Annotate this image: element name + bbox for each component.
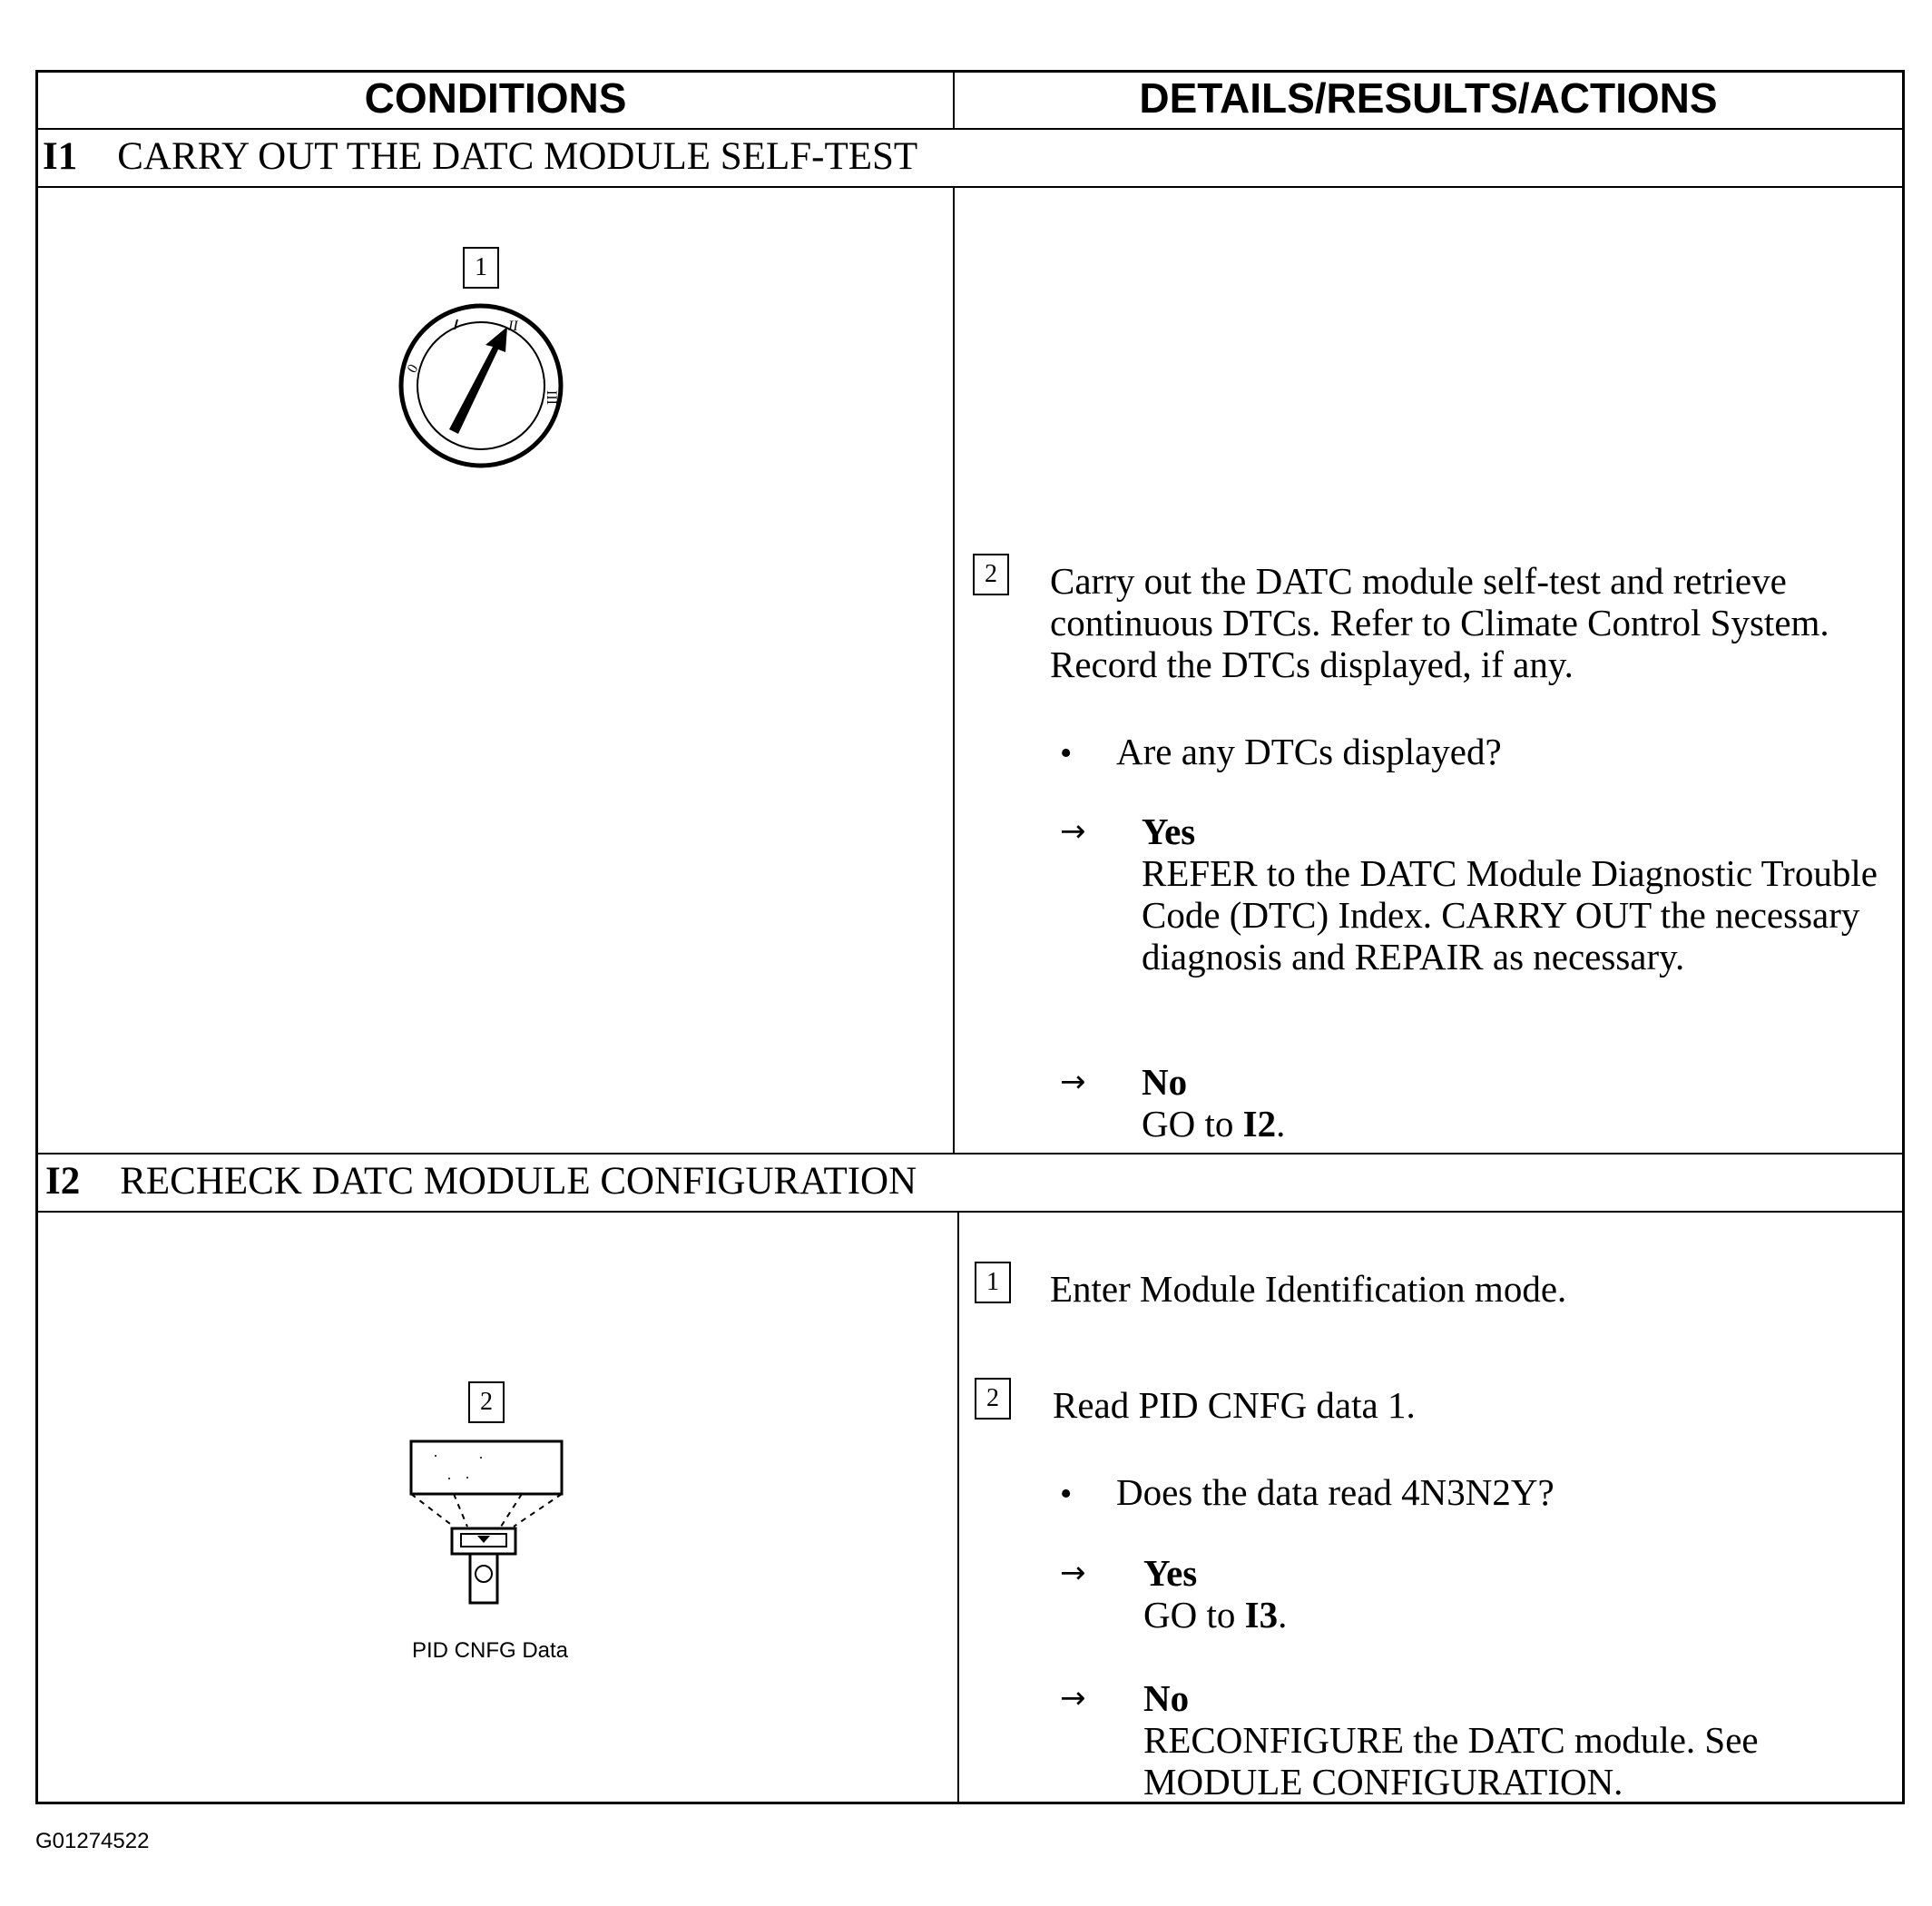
i2-no-arrow: →	[1060, 1680, 1086, 1716]
i2-id: I2	[45, 1160, 81, 1203]
i2-question: Does the data read 4N3N2Y?	[1116, 1471, 1554, 1513]
i1-question: Are any DTCs displayed?	[1116, 731, 1502, 772]
i2-bullet: •	[1060, 1475, 1073, 1513]
i2-left-step-box: 2	[468, 1381, 505, 1423]
i2-yes-label: Yes	[1143, 1552, 1198, 1594]
i2-column-divider	[957, 1211, 959, 1804]
svg-text:0: 0	[404, 361, 422, 376]
details-header: DETAILS/RESULTS/ACTIONS	[1139, 74, 1718, 122]
i2-step1-text: Enter Module Identification mode.	[1050, 1268, 1567, 1310]
i2-no-text: RECONFIGURE the DATC module. See MODULE CONFIGURATION.	[1143, 1719, 1759, 1803]
i2-left-caption: PID CNFG Data	[411, 1638, 569, 1663]
svg-text:II: II	[508, 319, 518, 334]
i1-yes-arrow: →	[1060, 813, 1086, 850]
i1-section-title	[43, 134, 917, 180]
i1-no-target: I2	[1242, 1103, 1277, 1145]
figure-code: G01274522	[35, 1829, 150, 1853]
i2-no-label: No	[1143, 1677, 1190, 1719]
svg-text:III: III	[544, 390, 559, 405]
i1-step-text: Carry out the DATC module self-test and retrieve continuous DTCs. Refer to Climate Control System. Record the DTCs displayed, if any.	[1050, 560, 1829, 685]
i1-yes-label: Yes	[1142, 811, 1196, 852]
i1-no-text: GO to I2.	[1142, 1103, 1286, 1145]
i1-title: CARRY OUT THE DATC MODULE SELF-TEST	[117, 135, 918, 178]
header-divider	[35, 128, 1905, 130]
ignition-switch-icon	[395, 300, 567, 472]
i1-left-step-box: 1	[463, 247, 499, 289]
i2-step2-text: Read PID CNFG data 1.	[1053, 1384, 1416, 1426]
i1-step-box: 2	[973, 554, 1009, 595]
i1-column-divider	[953, 186, 955, 1153]
i2-section-title	[45, 1159, 917, 1204]
i1-no-arrow: →	[1060, 1064, 1086, 1100]
i2-yes-text: GO to I3.	[1143, 1594, 1288, 1636]
i1-bottom-divider	[35, 1153, 1905, 1154]
i2-step2-box: 2	[975, 1378, 1011, 1420]
i2-title-divider	[35, 1211, 1905, 1213]
conditions-header: CONDITIONS	[364, 74, 627, 122]
i1-bullet: •	[1060, 734, 1073, 772]
i2-yes-target: I3	[1244, 1594, 1279, 1636]
i1-yes-text: REFER to the DATC Module Diagnostic Trouble Code (DTC) Index. CARRY OUT the necessary diagnosis and REPAIR as necessary.	[1142, 852, 1878, 978]
i1-title-divider	[35, 186, 1905, 188]
i2-title: RECHECK DATC MODULE CONFIGURATION	[120, 1160, 917, 1203]
i1-no-label: No	[1142, 1061, 1188, 1103]
i2-step1-box: 1	[975, 1262, 1011, 1303]
i1-id: I1	[43, 135, 78, 178]
scan-tool-icon	[399, 1438, 572, 1619]
i2-yes-arrow: →	[1060, 1555, 1086, 1591]
